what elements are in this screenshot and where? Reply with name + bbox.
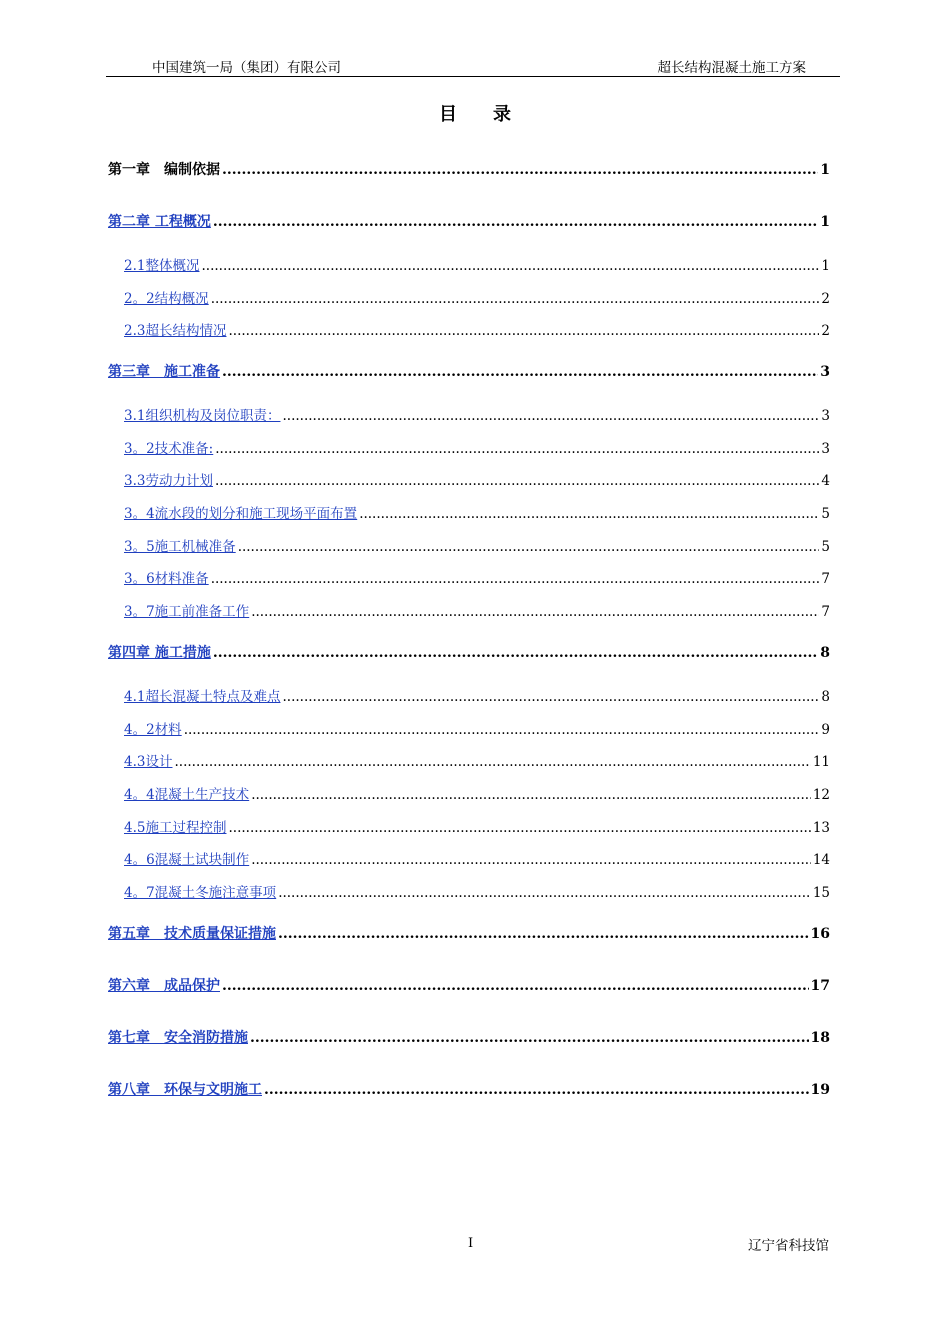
- toc-entry-link[interactable]: 3。5施工机械准备: [124, 539, 236, 555]
- toc-entry[interactable]: [124, 469, 830, 489]
- toc-entry[interactable]: [108, 211, 830, 231]
- toc-leader-dots: [228, 820, 810, 836]
- toc-entry-page: 8: [820, 645, 830, 661]
- toc-entry-link[interactable]: 4。6混凝土试块制作: [124, 852, 250, 868]
- toc-entry[interactable]: [124, 816, 830, 836]
- toc-entry[interactable]: [124, 750, 830, 770]
- toc-entry[interactable]: [124, 437, 830, 457]
- toc-entry[interactable]: [124, 254, 830, 274]
- toc-leader-dots: [201, 258, 819, 274]
- toc-leader-dots: [228, 323, 819, 339]
- toc-entry[interactable]: [108, 1027, 830, 1047]
- toc-entry-page: 7: [821, 571, 830, 587]
- toc-leader-dots: [278, 926, 809, 942]
- toc-entry-link[interactable]: 第三章 施工准备: [108, 364, 220, 380]
- toc-entry-page: 3: [821, 441, 830, 457]
- toc-entry-page: 4: [821, 473, 830, 489]
- header-doc-title: 超长结构混凝土施工方案: [657, 60, 806, 76]
- toc-leader-dots: [213, 645, 818, 661]
- toc-leader-dots: [222, 364, 818, 380]
- toc-entry-link[interactable]: 第四章 施工措施: [108, 645, 211, 661]
- toc-entry[interactable]: [124, 567, 830, 587]
- page-header: [106, 56, 840, 77]
- toc-leader-dots: [250, 1030, 809, 1046]
- toc-entry-label: 第一章 编制依据: [108, 162, 220, 178]
- toc-entry-link[interactable]: 3。7施工前准备工作: [124, 604, 250, 620]
- toc-entry-link[interactable]: 第六章 成品保护: [108, 978, 220, 994]
- toc-entry[interactable]: [124, 404, 830, 424]
- toc-entry-link[interactable]: 3.1组织机构及岗位职责：: [124, 408, 281, 424]
- toc-leader-dots: [282, 408, 819, 424]
- toc-entry[interactable]: [124, 600, 830, 620]
- toc-entry-page: 12: [812, 787, 830, 803]
- toc-leader-dots: [215, 441, 819, 457]
- toc-entry[interactable]: [108, 1079, 830, 1099]
- toc-entry-page: 5: [821, 539, 830, 555]
- toc-entry-link[interactable]: 3。6材料准备: [124, 571, 209, 587]
- toc-entry: [108, 159, 830, 179]
- toc-entry-link[interactable]: 2.3超长结构情况: [124, 323, 227, 339]
- toc-leader-dots: [251, 604, 819, 620]
- toc-entry[interactable]: [124, 502, 830, 522]
- toc-entry-link[interactable]: 4.5施工过程控制: [124, 820, 227, 836]
- toc-entry[interactable]: [108, 642, 830, 662]
- toc-entry-page: 13: [812, 820, 830, 836]
- toc-entry[interactable]: [124, 287, 830, 307]
- toc-entry[interactable]: [108, 923, 830, 943]
- toc-entry-link[interactable]: 3.3劳动力计划: [124, 473, 213, 489]
- toc-leader-dots: [184, 722, 820, 738]
- toc-entry-link[interactable]: 3。4流水段的划分和施工现场平面布置: [124, 506, 358, 522]
- toc-entry[interactable]: [124, 685, 830, 705]
- toc-entry-link[interactable]: 第八章 环保与文明施工: [108, 1082, 262, 1098]
- header-company: 中国建筑一局（集团）有限公司: [152, 60, 341, 76]
- toc-entry-page: 11: [812, 754, 830, 770]
- toc-leader-dots: [213, 214, 818, 230]
- toc-entry-page: 16: [810, 926, 830, 942]
- toc-entry-page: 19: [810, 1082, 830, 1098]
- toc-entry-link[interactable]: 第五章 技术质量保证措施: [108, 926, 276, 942]
- toc-entry[interactable]: [124, 319, 830, 339]
- toc-entry-link[interactable]: 4。2材料: [124, 722, 182, 738]
- toc-entry[interactable]: [124, 535, 830, 555]
- toc-entry[interactable]: [124, 718, 830, 738]
- toc-entry-link[interactable]: 4.1超长混凝土特点及难点: [124, 689, 281, 705]
- toc-entry-page: 3: [820, 364, 830, 380]
- toc-entry[interactable]: [108, 361, 830, 381]
- toc-entry-page: 5: [821, 506, 830, 522]
- toc-entry-page: 17: [810, 978, 830, 994]
- toc-leader-dots: [359, 506, 819, 522]
- footer-page-number: I: [468, 1236, 474, 1251]
- footer-location: 辽宁省科技馆: [748, 1238, 829, 1254]
- toc-entry-page: 2: [821, 323, 830, 339]
- toc-leader-dots: [251, 852, 811, 868]
- toc-entry[interactable]: [124, 881, 830, 901]
- toc-leader-dots: [251, 787, 811, 803]
- page-title: 目录: [439, 104, 547, 125]
- toc-entry-page: 7: [821, 604, 830, 620]
- toc-entry-page: 15: [812, 885, 830, 901]
- toc-leader-dots: [238, 539, 820, 555]
- toc-entry[interactable]: [124, 783, 830, 803]
- toc-entry-link[interactable]: 4。4混凝土生产技术: [124, 787, 250, 803]
- toc-entry-page: 2: [821, 291, 830, 307]
- toc-entry-page: 3: [821, 408, 830, 424]
- toc-entry-link[interactable]: 2.1整体概况: [124, 258, 200, 274]
- toc-entry[interactable]: [124, 848, 830, 868]
- toc-entry-page: 1: [820, 162, 830, 178]
- toc-entry-link[interactable]: 4。7混凝土冬施注意事项: [124, 885, 277, 901]
- toc-entry-page: 8: [821, 689, 830, 705]
- toc-entry-page: 1: [820, 214, 830, 230]
- toc-entry-page: 1: [821, 258, 830, 274]
- toc-entry-link[interactable]: 4.3设计: [124, 754, 173, 770]
- toc-entry-link[interactable]: 3。2技术准备:: [124, 441, 214, 457]
- toc-entry[interactable]: [108, 975, 830, 995]
- toc-leader-dots: [174, 754, 810, 770]
- toc-leader-dots: [264, 1082, 809, 1098]
- toc-leader-dots: [222, 978, 809, 994]
- toc-leader-dots: [282, 689, 819, 705]
- toc-leader-dots: [211, 291, 820, 307]
- toc-entry-page: 14: [812, 852, 830, 868]
- toc-leader-dots: [211, 571, 820, 587]
- toc-leader-dots: [215, 473, 819, 489]
- toc-leader-dots: [222, 162, 818, 178]
- toc-entry-link[interactable]: 第二章 工程概况: [108, 214, 211, 230]
- toc-entry-link[interactable]: 第七章 安全消防措施: [108, 1030, 248, 1046]
- toc-leader-dots: [278, 885, 811, 901]
- toc-entry-page: 18: [810, 1030, 830, 1046]
- toc-entry-page: 9: [821, 722, 830, 738]
- toc-entry-link[interactable]: 2。2结构概况: [124, 291, 209, 307]
